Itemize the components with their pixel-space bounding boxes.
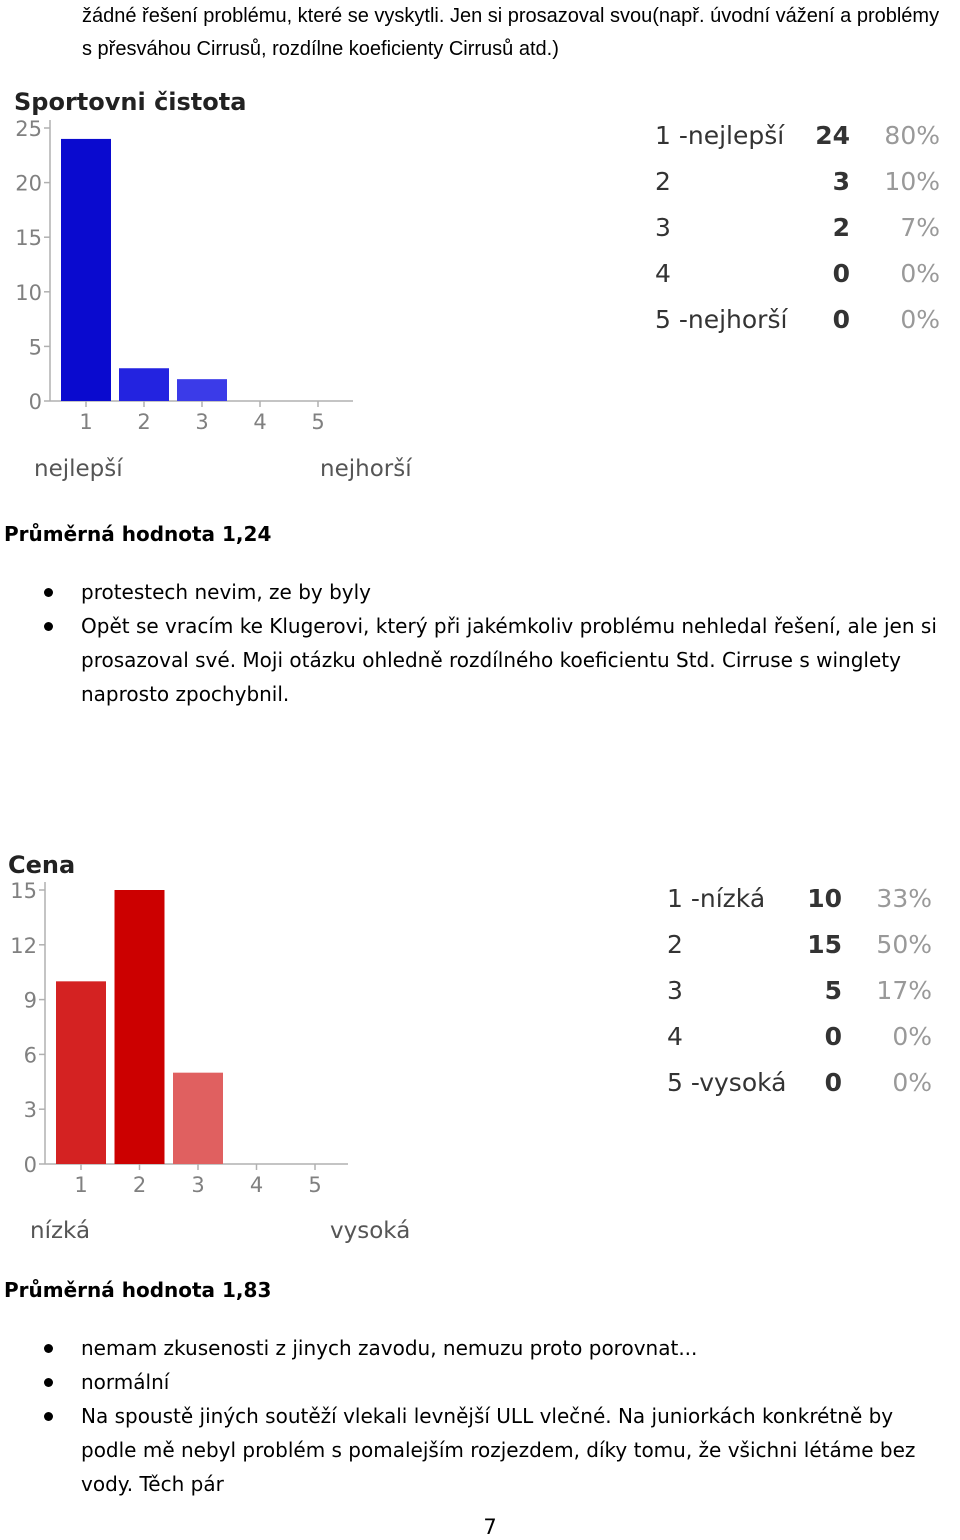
legend-count: 0 (824, 1022, 842, 1051)
comments-list-2 (0, 1331, 960, 1501)
x-tick-label: 1 (79, 410, 93, 434)
x-tick-label: 1 (74, 1173, 88, 1197)
axis-right-label: vysoká (330, 1218, 411, 1244)
legend-percent: 0% (900, 305, 940, 334)
chart-svg (0, 80, 960, 500)
comments-list-1 (0, 575, 960, 711)
legend-count: 15 (807, 930, 842, 959)
legend-percent: 7% (900, 213, 940, 242)
y-tick-label: 5 (28, 335, 42, 360)
list-item: protestech nevim, ze by byly (0, 575, 960, 609)
x-tick-label: 3 (195, 410, 209, 434)
axis-right-label: nejhorší (320, 456, 412, 482)
average-value-1: Průměrná hodnota 1,24 (4, 522, 272, 546)
list-item: Opět se vracím ke Klugerovi, který při jakémkoliv problému nehledal řešení, ale jen si prosazoval své. Moji otázku ohledně rozdílného koeficientu Std. Cirruse s winglety naprosto zpochybnil. (0, 609, 960, 711)
x-tick-label: 3 (191, 1173, 205, 1197)
y-tick-label: 15 (15, 226, 42, 251)
legend-label: 2 (667, 930, 683, 959)
x-tick-label: 5 (311, 410, 325, 434)
legend-percent: 0% (900, 259, 940, 288)
chart-sportovni-cistota (0, 80, 960, 500)
legend-count: 10 (807, 884, 842, 913)
legend-percent: 10% (884, 167, 940, 196)
bar-1 (56, 981, 106, 1164)
chart-cena (0, 845, 960, 1255)
bar-2 (115, 890, 165, 1164)
average-value-2: Průměrná hodnota 1,83 (4, 1278, 272, 1302)
y-tick-label: 0 (23, 1153, 37, 1177)
legend-count: 2 (832, 213, 850, 242)
x-tick-label: 2 (132, 1173, 147, 1197)
y-tick-label: 3 (23, 1098, 37, 1123)
legend-count: 0 (832, 259, 850, 288)
bar-3 (177, 379, 227, 401)
y-tick-label: 25 (15, 117, 42, 141)
y-tick-label: 6 (23, 1043, 37, 1068)
legend-percent: 17% (876, 976, 932, 1005)
y-tick-label: 10 (15, 280, 42, 305)
chart-svg (0, 845, 960, 1255)
legend-percent: 0% (892, 1068, 932, 1097)
legend-label: 1 -nízká (667, 884, 766, 913)
y-tick-label: 0 (28, 390, 42, 414)
legend-label: 5 -vysoká (667, 1068, 787, 1097)
legend-label: 3 (655, 213, 671, 242)
y-tick-label: 20 (15, 171, 42, 196)
y-tick-label: 9 (23, 988, 37, 1013)
bar-2 (119, 368, 169, 401)
page-number: 7 (483, 1515, 497, 1539)
legend-percent: 33% (876, 884, 932, 913)
legend-label: 5 -nejhorší (655, 305, 788, 334)
intro-paragraph: žádné řešení problému, které se vyskytli. Jen si prosazoval svou(např. úvodní vážení a problémy s přesváhou Cirrusů, rozdílne koeficienty Cirrusů atd.) (82, 5, 940, 60)
y-tick-label: 12 (10, 933, 37, 958)
legend-count: 24 (815, 121, 850, 150)
legend-label: 2 (655, 167, 671, 196)
legend-percent: 80% (884, 121, 940, 150)
x-tick-label: 4 (253, 410, 267, 434)
legend-percent: 50% (876, 930, 932, 959)
axis-left-label: nejlepší (34, 456, 123, 482)
chart-title: Sportovni čistota (14, 88, 247, 116)
legend-label: 3 (667, 976, 683, 1005)
legend-label: 1 -nejlepší (655, 121, 785, 150)
bar-1 (61, 139, 111, 401)
x-tick-label: 4 (249, 1173, 264, 1197)
y-tick-label: 15 (10, 879, 37, 903)
legend-count: 0 (832, 305, 850, 334)
legend-label: 4 (667, 1022, 683, 1051)
x-tick-label: 2 (137, 410, 151, 434)
legend-label: 4 (655, 259, 671, 288)
legend-count: 5 (824, 976, 842, 1005)
bar-3 (173, 1073, 223, 1164)
list-item: normální (0, 1365, 960, 1399)
chart-title: Cena (8, 851, 76, 879)
x-tick-label: 5 (308, 1173, 322, 1197)
legend-count: 0 (824, 1068, 842, 1097)
list-item: Na spoustě jiných soutěží vlekali levnější ULL vlečné. Na juniorkách konkrétně by podle mě nebyl problém s pomalejším rozjezdem, díky tomu, že všichni létáme bez vody. Těch pár (0, 1399, 960, 1501)
list-item: nemam zkusenosti z jinych zavodu, nemuzu proto porovnat... (0, 1331, 960, 1365)
axis-left-label: nízká (30, 1218, 91, 1244)
legend-percent: 0% (892, 1022, 932, 1051)
legend-count: 3 (832, 167, 850, 196)
